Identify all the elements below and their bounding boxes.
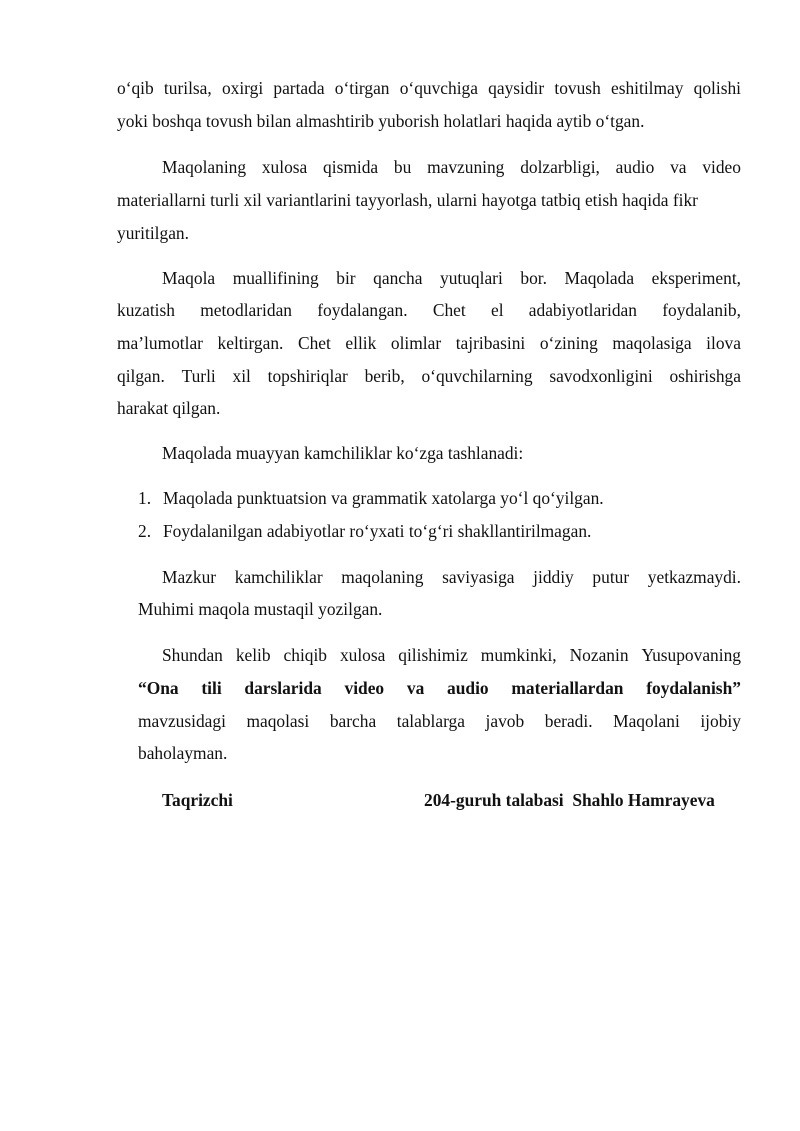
- paragraph-line: yuritilgan.: [117, 223, 189, 243]
- word: Shundan: [162, 645, 223, 665]
- word: Turli: [181, 366, 216, 386]
- word: ellik: [345, 333, 377, 353]
- word: qilgan.: [117, 366, 165, 386]
- word: o‘quvchilarning: [421, 366, 533, 386]
- word: turilsa,: [163, 78, 212, 98]
- word: bu: [393, 157, 412, 177]
- word: jiddiy: [533, 567, 574, 587]
- word: metodlaridan: [200, 300, 292, 320]
- word: barcha: [329, 711, 377, 731]
- list-item-text: Foydalanilgan adabiyotlar ro‘yxati to‘g‘ri shakllantirilmagan.: [163, 521, 592, 541]
- word: Maqolaning: [162, 157, 247, 177]
- word: Maqolani: [613, 711, 680, 731]
- word: o‘zining: [539, 333, 598, 353]
- paragraph-line: baholayman.: [138, 743, 228, 763]
- word: xulosa: [261, 157, 308, 177]
- word: bir: [336, 268, 356, 288]
- word: maqolasiga: [612, 333, 692, 353]
- word: Mazkur: [162, 567, 217, 587]
- word: olimlar: [390, 333, 442, 353]
- word: berib,: [364, 366, 405, 386]
- list-item: [138, 488, 151, 508]
- paragraph-line: [162, 567, 741, 587]
- list-item: [138, 521, 151, 541]
- word: foydalangan.: [317, 300, 408, 320]
- word: o‘quvchiga: [399, 78, 478, 98]
- word: foydalanish”: [646, 678, 741, 698]
- paragraph-line: Maqolada muayyan kamchiliklar ko‘zga tashlanadi:: [162, 443, 524, 463]
- word: audio: [615, 157, 655, 177]
- paragraph-line: [117, 78, 741, 98]
- word: putur: [592, 567, 630, 587]
- word: saviyasiga: [442, 567, 515, 587]
- word: o‘tirgan: [334, 78, 390, 98]
- word: savodxonligini: [549, 366, 653, 386]
- word: eshitilmay: [610, 78, 684, 98]
- word: Nozanin: [569, 645, 629, 665]
- word: adabiyotlaridan: [528, 300, 637, 320]
- word: talablarga: [396, 711, 465, 731]
- paragraph-line: [162, 268, 741, 288]
- paragraph-line: [117, 333, 741, 353]
- word: qismida: [323, 157, 379, 177]
- word: maqolaning: [341, 567, 424, 587]
- word: chiqib: [283, 645, 327, 665]
- word: mavzusidagi: [138, 711, 226, 731]
- word: darslarida: [244, 678, 322, 698]
- word: Maqola: [162, 268, 216, 288]
- word: o‘qib: [117, 78, 154, 98]
- word: maqolasi: [246, 711, 310, 731]
- paragraph-line: Muhimi maqola mustaqil yozilgan.: [138, 599, 383, 619]
- word: partada: [273, 78, 325, 98]
- word: muallifining: [232, 268, 319, 288]
- word: kelib: [235, 645, 271, 665]
- word: kamchiliklar: [234, 567, 323, 587]
- reviewer-name: 204-guruh talabasi Shahlo Hamrayeva: [424, 790, 715, 810]
- word: eksperiment,: [651, 268, 741, 288]
- word: keltirgan.: [217, 333, 284, 353]
- paragraph-line: yoki boshqa tovush bilan almashtirib yuborish holatlari haqida aytib o‘tgan.: [117, 111, 645, 131]
- word: oshirishga: [669, 366, 741, 386]
- word: xulosa: [339, 645, 386, 665]
- word: video: [344, 678, 385, 698]
- word: qilishimiz: [398, 645, 468, 665]
- article-title-line: [138, 678, 741, 698]
- word: ijobiy: [700, 711, 741, 731]
- word: tajribasini: [455, 333, 526, 353]
- paragraph-line: [162, 157, 741, 177]
- word: javob: [485, 711, 525, 731]
- word: topshiriqlar: [267, 366, 348, 386]
- word: tovush: [554, 78, 601, 98]
- word: dolzarbligi,: [520, 157, 600, 177]
- word: va: [670, 157, 687, 177]
- list-item-number: 2.: [138, 521, 152, 541]
- word: yutuqlari: [440, 268, 503, 288]
- list-item-text: Maqolada punktuatsion va grammatik xatolarga yo‘l qo‘yilgan.: [163, 488, 604, 508]
- word: mumkinki,: [480, 645, 557, 665]
- paragraph-line: [117, 300, 741, 320]
- word: mavzuning: [427, 157, 505, 177]
- paragraph-line: [117, 366, 741, 386]
- word: oxirgi: [221, 78, 264, 98]
- paragraph-line: [138, 711, 741, 731]
- word: va: [406, 678, 425, 698]
- word: video: [702, 157, 741, 177]
- word: bor.: [520, 268, 547, 288]
- word: qaysidir: [488, 78, 545, 98]
- word: Maqolada: [564, 268, 635, 288]
- word: ilova: [706, 333, 741, 353]
- word: qolishi: [693, 78, 741, 98]
- word: “Ona: [138, 678, 179, 698]
- word: Yusupovaning: [641, 645, 741, 665]
- word: tili: [201, 678, 222, 698]
- word: materiallardan: [511, 678, 624, 698]
- word: Chet: [432, 300, 466, 320]
- word: beradi.: [544, 711, 593, 731]
- paragraph-line: [162, 645, 741, 665]
- word: audio: [447, 678, 489, 698]
- word: ma’lumotlar: [117, 333, 203, 353]
- list-item-number: 1.: [138, 488, 152, 508]
- word: qancha: [373, 268, 423, 288]
- word: kuzatish: [117, 300, 175, 320]
- paragraph-line: harakat qilgan.: [117, 398, 221, 418]
- word: yetkazmaydi.: [647, 567, 741, 587]
- word: foydalanib,: [662, 300, 741, 320]
- word: xil: [232, 366, 251, 386]
- reviewer-role: Taqrizchi: [162, 790, 233, 810]
- word: Chet: [297, 333, 331, 353]
- word: el: [490, 300, 504, 320]
- paragraph-line: materiallarni turli xil variantlarini tayyorlash, ularni hayotga tatbiq etish haqida fikr: [117, 190, 698, 210]
